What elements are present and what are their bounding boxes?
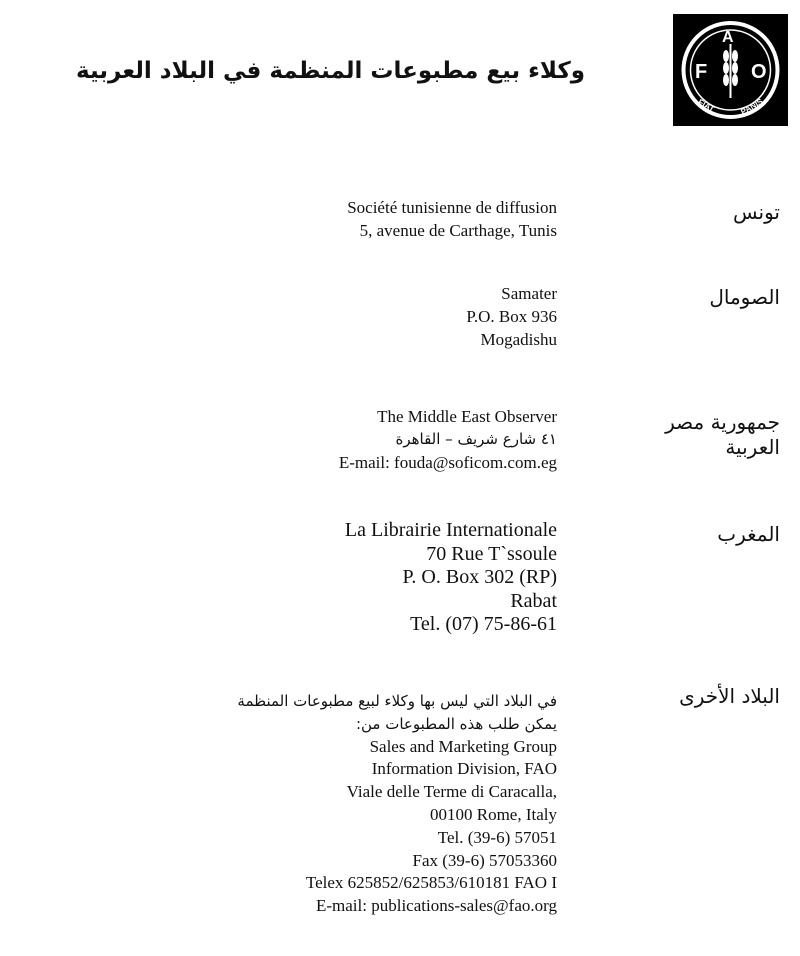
logo-letter-a: A [722, 29, 734, 46]
address-morocco [345, 519, 557, 637]
address-line: Telex 625852/625853/610181 FAO I [305, 873, 557, 893]
address-line: P.O. Box 936 [466, 307, 557, 326]
address-line: Tel. (07) 75-86-61 [410, 613, 557, 635]
address-line: E-mail: fouda@soficom.com.eg [338, 453, 557, 472]
address-tunisia [347, 196, 557, 242]
fao-logo [673, 14, 788, 126]
address-line: Mogadishu [480, 330, 557, 349]
address-line: E-mail: publications-sales@fao.org [315, 896, 557, 916]
address-line-arabic: في البلاد التي ليس بها وكلاء لبيع مطبوعات المنظمة [237, 692, 557, 710]
address-line: Samater [501, 284, 557, 303]
country-others: البلاد الأخرى [679, 684, 780, 708]
address-line: Fax (39-6) 57053360 [412, 850, 557, 870]
address-line: Rabat [510, 589, 557, 612]
address-line: 00100 Rome, Italy [429, 804, 557, 824]
address-line-arabic: يمكن طلب هذه المطبوعات من: [355, 714, 557, 733]
address-line: P. O. Box 302 (RP) [402, 566, 557, 588]
address-line: Viale delle Terme di Caracalla, [346, 782, 557, 802]
country-morocco: المغرب [717, 522, 780, 546]
page-title: وكلاء بيع مطبوعات المنظمة في البلاد العربية [76, 58, 585, 84]
country-egypt: جمهورية مصر العربية [665, 410, 780, 459]
logo-letter-o: O [751, 61, 767, 83]
address-others [237, 690, 557, 918]
address-line: Société tunisienne de diffusion [347, 198, 557, 217]
address-line-arabic: ٤١ شارع شريف – القاهرة [395, 430, 557, 448]
logo-motto-right: PANIS [739, 96, 765, 117]
logo-motto-left: FIAT [696, 97, 716, 114]
country-somalia: الصومال [709, 285, 780, 309]
address-line: La Librairie Internationale [344, 519, 557, 541]
address-line: The Middle East Observer [377, 407, 557, 426]
country-tunisia: تونس [733, 200, 780, 224]
address-egypt [339, 405, 557, 474]
address-line: Sales and Marketing Group [369, 736, 557, 756]
address-line: 5, avenue de Carthage, Tunis [359, 221, 557, 240]
address-line: 70 Rue T`ssoule [426, 542, 557, 565]
address-line: Tel. (39-6) 57051 [437, 827, 557, 847]
address-line: Information Division, FAO [371, 759, 557, 779]
logo-letter-f: F [695, 61, 708, 83]
fao-emblem-icon [673, 14, 788, 126]
address-somalia [466, 282, 557, 351]
